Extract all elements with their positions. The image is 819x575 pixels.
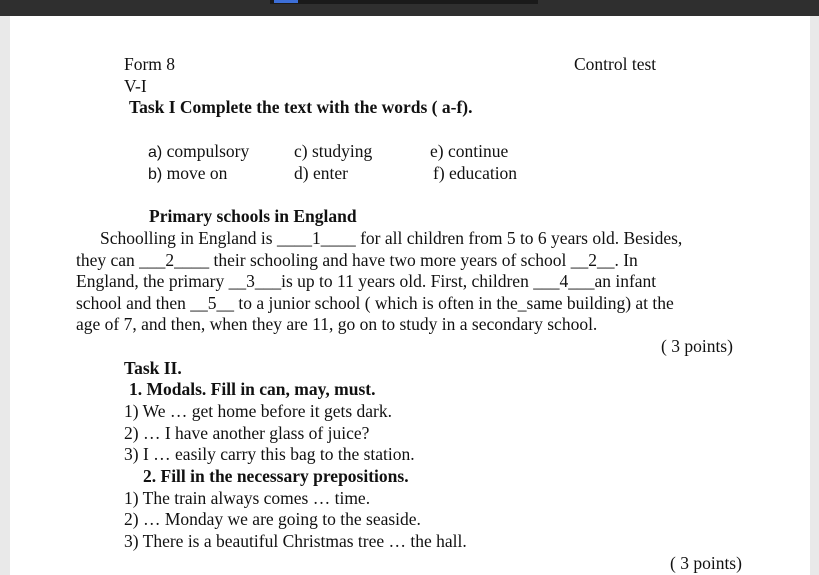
option-a bbox=[148, 141, 249, 163]
option-word: compulsory bbox=[166, 141, 250, 161]
text-line: age of 7, and then, when they are 11, go on to study in a secondary school. bbox=[76, 314, 598, 334]
option-letter: b) bbox=[148, 166, 163, 183]
task2-points: ( 3 points) bbox=[670, 553, 742, 573]
viewer-tab-icon bbox=[274, 0, 298, 3]
option-letter: a) bbox=[148, 144, 163, 161]
modals-title: 1. Modals. Fill in can, may, must. bbox=[129, 379, 376, 399]
text-title: Primary schools in England bbox=[149, 206, 357, 226]
option-word: move on bbox=[166, 163, 228, 183]
option-f bbox=[433, 163, 517, 183]
text-line: England, the primary __3___is up to 11 years old. First, children ___4___an infant bbox=[76, 271, 657, 291]
task1-title: Task I Complete the text with the words ( a-f). bbox=[129, 97, 473, 117]
option-e bbox=[430, 141, 508, 161]
option-word: continue bbox=[447, 141, 509, 161]
prepositions-item: 2) … Monday we are going to the seaside. bbox=[124, 509, 421, 529]
right-margin bbox=[810, 16, 819, 575]
text-line: school and then __5__ to a junior school ( which is often in the_same building) at the bbox=[76, 293, 674, 313]
option-letter: f) bbox=[433, 163, 445, 183]
option-c bbox=[294, 141, 372, 161]
modals-item: 3) I … easily carry this bag to the station. bbox=[124, 444, 415, 464]
test-type-label: Control test bbox=[574, 54, 657, 74]
left-margin bbox=[0, 16, 10, 575]
option-letter: d) bbox=[294, 163, 309, 183]
option-b bbox=[148, 163, 227, 185]
option-letter: c) bbox=[294, 141, 308, 161]
text-line: they can ___2____ their schooling and have two more years of school __2__. In bbox=[76, 250, 638, 270]
option-letter: e) bbox=[430, 141, 444, 161]
option-d bbox=[294, 163, 348, 183]
option-word: studying bbox=[311, 141, 373, 161]
task2-title: Task II. bbox=[124, 358, 182, 378]
form-label: Form 8 bbox=[124, 54, 176, 74]
option-word: education bbox=[449, 163, 518, 183]
prepositions-item: 1) The train always comes … time. bbox=[124, 488, 371, 508]
text-line: Schoolling in England is ____1____ for all children from 5 to 6 years old. Besides, bbox=[100, 228, 683, 248]
document-page bbox=[10, 16, 810, 575]
variant-label: V-I bbox=[124, 76, 147, 96]
viewer-tab[interactable] bbox=[270, 0, 538, 4]
prepositions-item: 3) There is a beautiful Christmas tree … the hall. bbox=[124, 531, 467, 551]
modals-item: 2) … I have another glass of juice? bbox=[124, 423, 370, 443]
option-word: enter bbox=[312, 163, 348, 183]
viewer-toolbar bbox=[0, 0, 819, 16]
prepositions-title: 2. Fill in the necessary prepositions. bbox=[143, 466, 409, 486]
modals-item: 1) We … get home before it gets dark. bbox=[124, 401, 392, 421]
task1-points: ( 3 points) bbox=[661, 336, 733, 356]
